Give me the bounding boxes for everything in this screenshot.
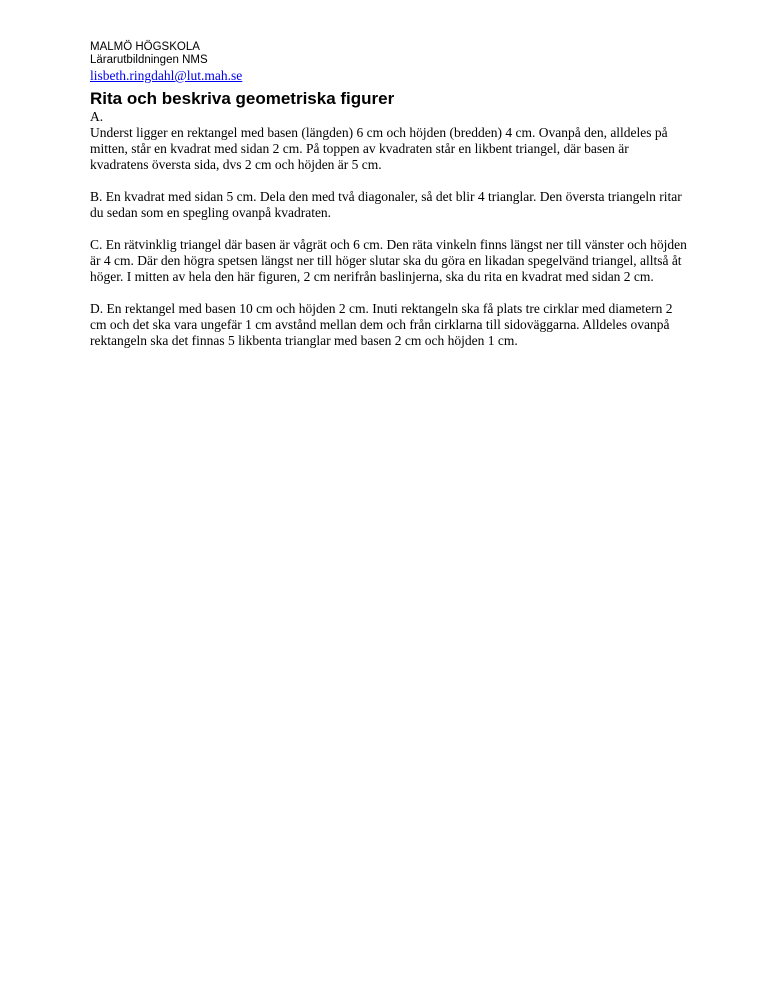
- document-title: Rita och beskriva geometriska figurer: [90, 89, 395, 108]
- paragraph-gap: [90, 173, 690, 189]
- section-a-text: Underst ligger en rektangel med basen (längden) 6 cm och höjden (bredden) 4 cm. Ovanpå den, alldeles på mitten, står en kvadrat med sidan 2 cm. På toppen av kvadraten står en likbent triangel, där basen är kvadratens översta sida, dvs 2 cm och höjden är 5 cm.: [90, 125, 668, 172]
- department-name: Lärarutbildningen NMS: [90, 54, 208, 66]
- paragraph-gap: [90, 285, 690, 301]
- section-d-text: D. En rektangel med basen 10 cm och höjden 2 cm. Inuti rektangeln ska få plats tre cirklar med diametern 2 cm och det ska vara ungefär 1 cm avstånd mellan dem och från cirklarna till sidoväggarna. Alldeles ovanpå rektangeln ska det finnas 5 likbenta trianglar med basen 2 cm och höjden 1 cm.: [90, 301, 673, 348]
- section-b-text: B. En kvadrat med sidan 5 cm. Dela den med två diagonaler, så det blir 4 trianglar. Den översta triangeln ritar du sedan som en spegling ovanpå kvadraten.: [90, 189, 682, 220]
- section-a-label: A.: [90, 109, 104, 124]
- document-page: [90, 41, 690, 349]
- institution-name: MALMÖ HÖGSKOLA: [90, 41, 200, 53]
- paragraph-gap: [90, 221, 690, 237]
- section-c-text: C. En rätvinklig triangel där basen är vågrät och 6 cm. Den räta vinkeln finns längst ner till vänster och höjden är 4 cm. Där den högra spetsen längst ner till höger slutar ska du göra en likadan spegelvänd triangel, alltså åt höger. I mitten av hela den här figuren, 2 cm nerifrån baslinjerna, ska du rita en kvadrat med sidan 2 cm.: [90, 237, 687, 284]
- email-link[interactable]: lisbeth.ringdahl@lut.mah.se: [90, 68, 243, 83]
